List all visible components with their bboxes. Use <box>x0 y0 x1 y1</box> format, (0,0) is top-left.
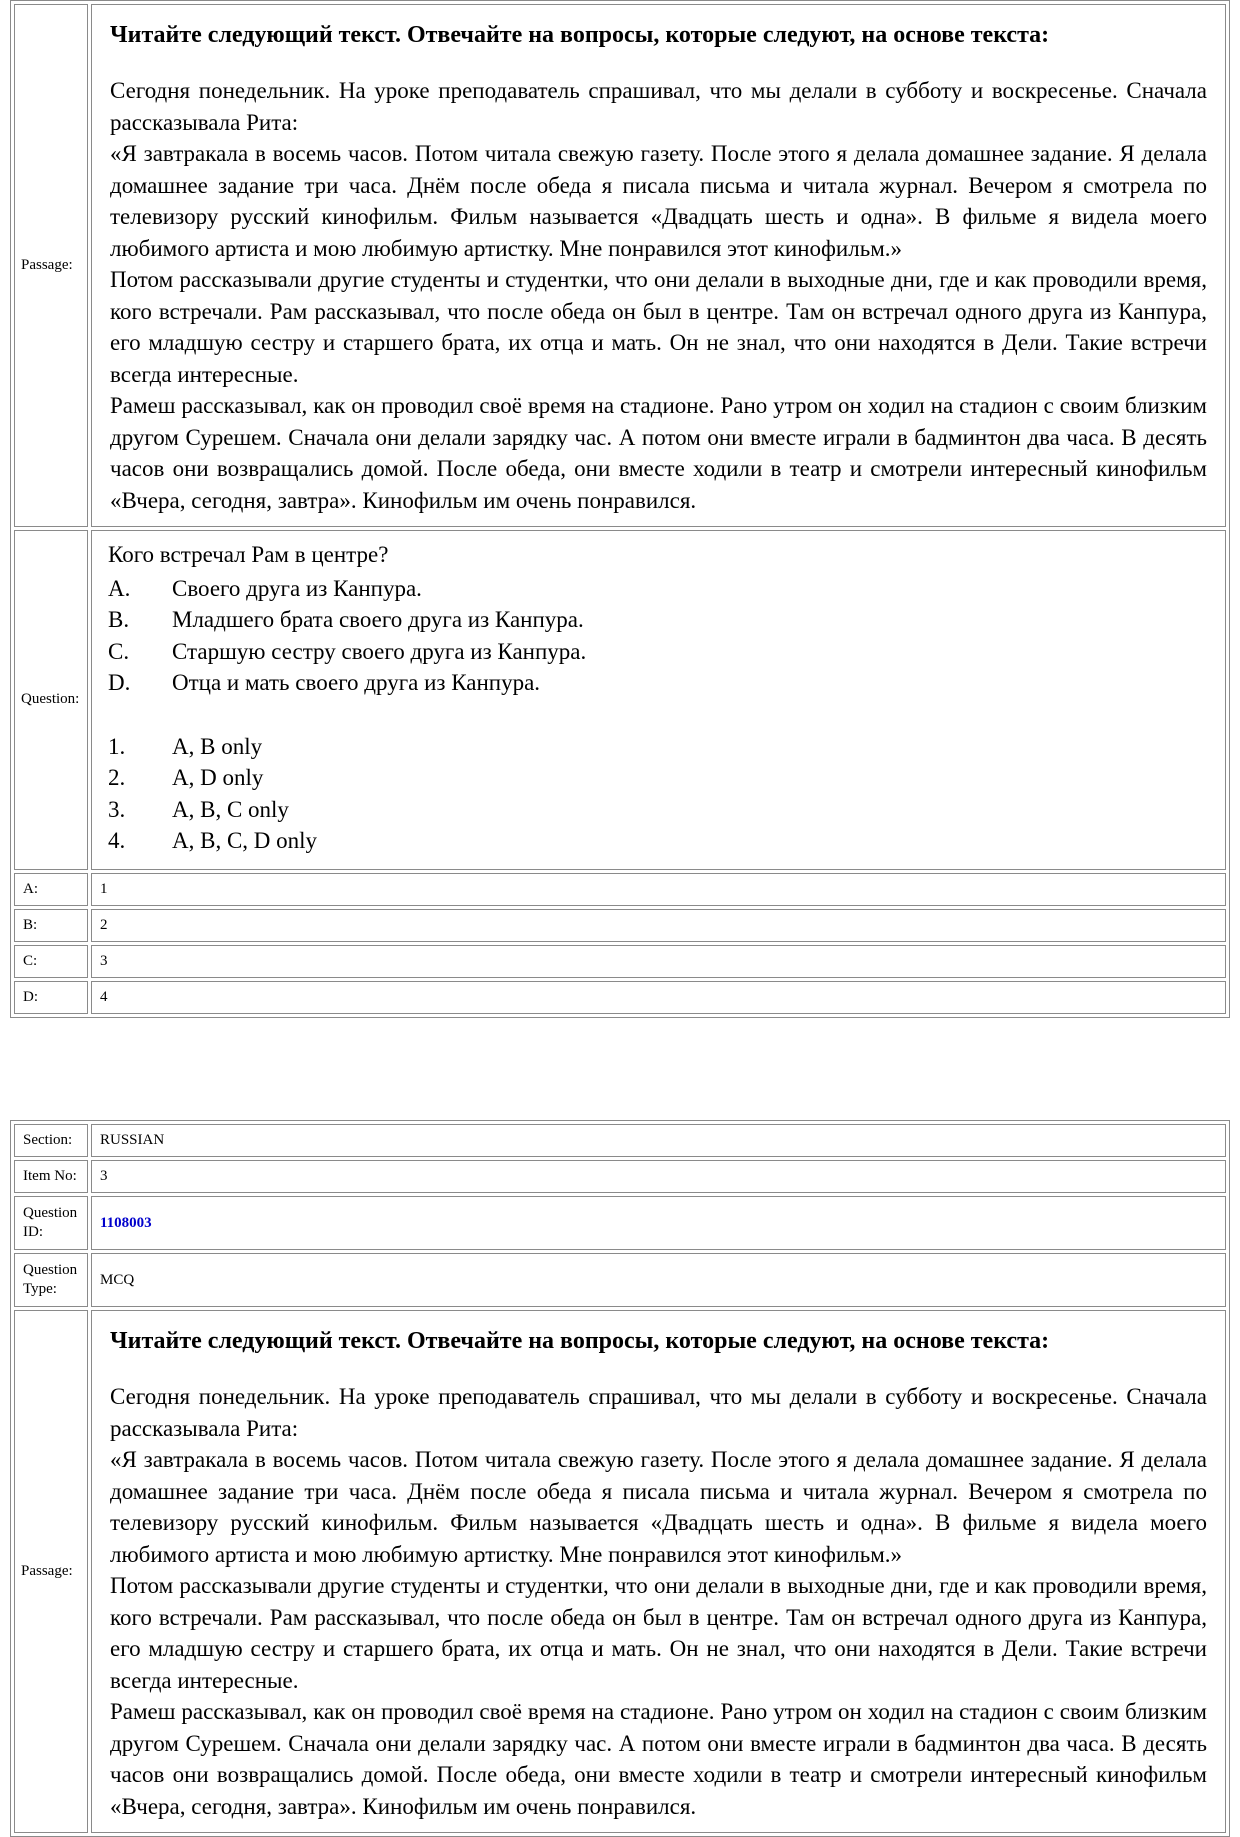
choice-4: 4. A, B, C, D only <box>108 828 318 853</box>
question-table-1 <box>11 1 1229 1017</box>
answer-value-c: 3 <box>91 945 1226 978</box>
passage-title: Читайте следующий текст. Отвечайте на вопросы, которые следуют, на основе текста: <box>110 1328 1050 1354</box>
passage-label: Passage: <box>14 4 88 527</box>
section-row <box>14 1124 1226 1157</box>
passage-paragraph: Потом рассказывали другие студенты и студентки, что они делали в выходные дни, где и как проводили время, кого встречали. Рам рассказывал, что после обеда он был в центре. Там он встречал одного друга из Канпура, его младшую сестру и старшего брата, их отца и мать. Он не знал, что они находятся в Дели. Такие встречи всегда интересные. <box>110 1573 1207 1693</box>
answer-value-a: 1 <box>91 873 1226 906</box>
question-row <box>14 530 1226 870</box>
item-no-row <box>14 1160 1226 1193</box>
section-value: RUSSIAN <box>91 1124 1226 1157</box>
question-block-1 <box>10 0 1230 1018</box>
question-label: Question: <box>14 530 88 870</box>
answer-label-c: C: <box>14 945 88 978</box>
question-type-row <box>14 1253 1226 1307</box>
question-id-label: Question ID: <box>14 1196 88 1250</box>
answer-label-a: A: <box>14 873 88 906</box>
question-type-label: Question Type: <box>14 1253 88 1307</box>
passage-paragraph: «Я завтракала в восемь часов. Потом читала свежую газету. После этого я делала домашнее задание. Я делала домашнее задание три часа. Днём после обеда я писала письма и читала журнал. Вечером я смотрела по телевизору русский кинофильм. Фильм называется «Двадцать шесть и одна». В фильме я видела моего любимого артиста и мою любимую артистку. Мне понравился этот кинофильм.» <box>110 1447 1207 1567</box>
passage-title: Читайте следующий текст. Отвечайте на вопросы, которые следуют, на основе текста: <box>110 22 1050 48</box>
answer-row-c <box>14 945 1226 978</box>
question-block-2 <box>10 1120 1230 1837</box>
question-id-row <box>14 1196 1226 1250</box>
question-text: Кого встречал Рам в центре? <box>108 542 389 567</box>
choice-2: 2. A, D only <box>108 765 264 790</box>
option-d: D. Отца и мать своего друга из Канпура. <box>108 670 541 695</box>
question-type-value: MCQ <box>91 1253 1226 1307</box>
item-no-value: 3 <box>91 1160 1226 1193</box>
option-c: C. Старшую сестру своего друга из Канпура. <box>108 638 587 664</box>
passage-row <box>14 4 1226 527</box>
passage-paragraph: Потом рассказывали другие студенты и студентки, что они делали в выходные дни, где и как проводили время, кого встречали. Рам рассказывал, что после обеда он был в центре. Там он встречал одного друга из Канпура, его младшую сестру и старшего брата, их отца и мать. Он не знал, что они находятся в Дели. Такие встречи всегда интересные. <box>110 267 1207 387</box>
passage-paragraph: Рамеш рассказывал, как он проводил своё время на стадионе. Рано утром он ходил на стадион с своим близким другом Сурешем. Сначала они делали зарядку час. А потом они вместе играли в бадминтон два часа. В десять часов они возвращались домой. После обеда, они вместе ходили в театр и смотрели интересный кинофильм «Вчера, сегодня, завтра». Кинофильм им очень понравился. <box>110 393 1207 513</box>
passage-label: Passage: <box>14 1310 88 1833</box>
item-no-label: Item No: <box>14 1160 88 1193</box>
passage-paragraph: «Я завтракала в восемь часов. Потом читала свежую газету. После этого я делала домашнее задание. Я делала домашнее задание три часа. Днём после обеда я писала письма и читала журнал. Вечером я смотрела по телевизору русский кинофильм. Фильм называется «Двадцать шесть и одна». В фильме я видела моего любимого артиста и мою любимую артистку. Мне понравился этот кинофильм.» <box>110 141 1207 261</box>
answer-value-b: 2 <box>91 909 1226 942</box>
option-b: B. Младшего брата своего друга из Канпура. <box>108 607 584 632</box>
section-label: Section: <box>14 1124 88 1157</box>
passage-paragraph: Сегодня понедельник. На уроке преподаватель спрашивал, что мы делали в субботу и воскресенье. Сначала рассказывала Рита: <box>110 1384 1207 1441</box>
choice-1: 1. A, B only <box>108 733 263 759</box>
passage-paragraph: Рамеш рассказывал, как он проводил своё время на стадионе. Рано утром он ходил на стадион с своим близким другом Сурешем. Сначала они делали зарядку час. А потом они вместе играли в бадминтон два часа. В десять часов они возвращались домой. После обеда, они вместе ходили в театр и смотрели интересный кинофильм «Вчера, сегодня, завтра». Кинофильм им очень понравился. <box>110 1699 1207 1819</box>
option-a: A. Своего друга из Канпура. <box>108 575 422 601</box>
answer-row-d <box>14 981 1226 1014</box>
question-content <box>91 530 1226 870</box>
question-table-2 <box>11 1121 1229 1836</box>
answer-label-b: B: <box>14 909 88 942</box>
answer-value-d: 4 <box>91 981 1226 1014</box>
passage-content <box>91 4 1226 527</box>
answer-row-b <box>14 909 1226 942</box>
answer-row-a <box>14 873 1226 906</box>
answer-label-d: D: <box>14 981 88 1014</box>
question-id-value: 1108003 <box>91 1196 1226 1250</box>
choice-3: 3. A, B, C only <box>108 796 289 822</box>
passage-paragraph: Сегодня понедельник. На уроке преподаватель спрашивал, что мы делали в субботу и воскресенье. Сначала рассказывала Рита: <box>110 78 1207 135</box>
